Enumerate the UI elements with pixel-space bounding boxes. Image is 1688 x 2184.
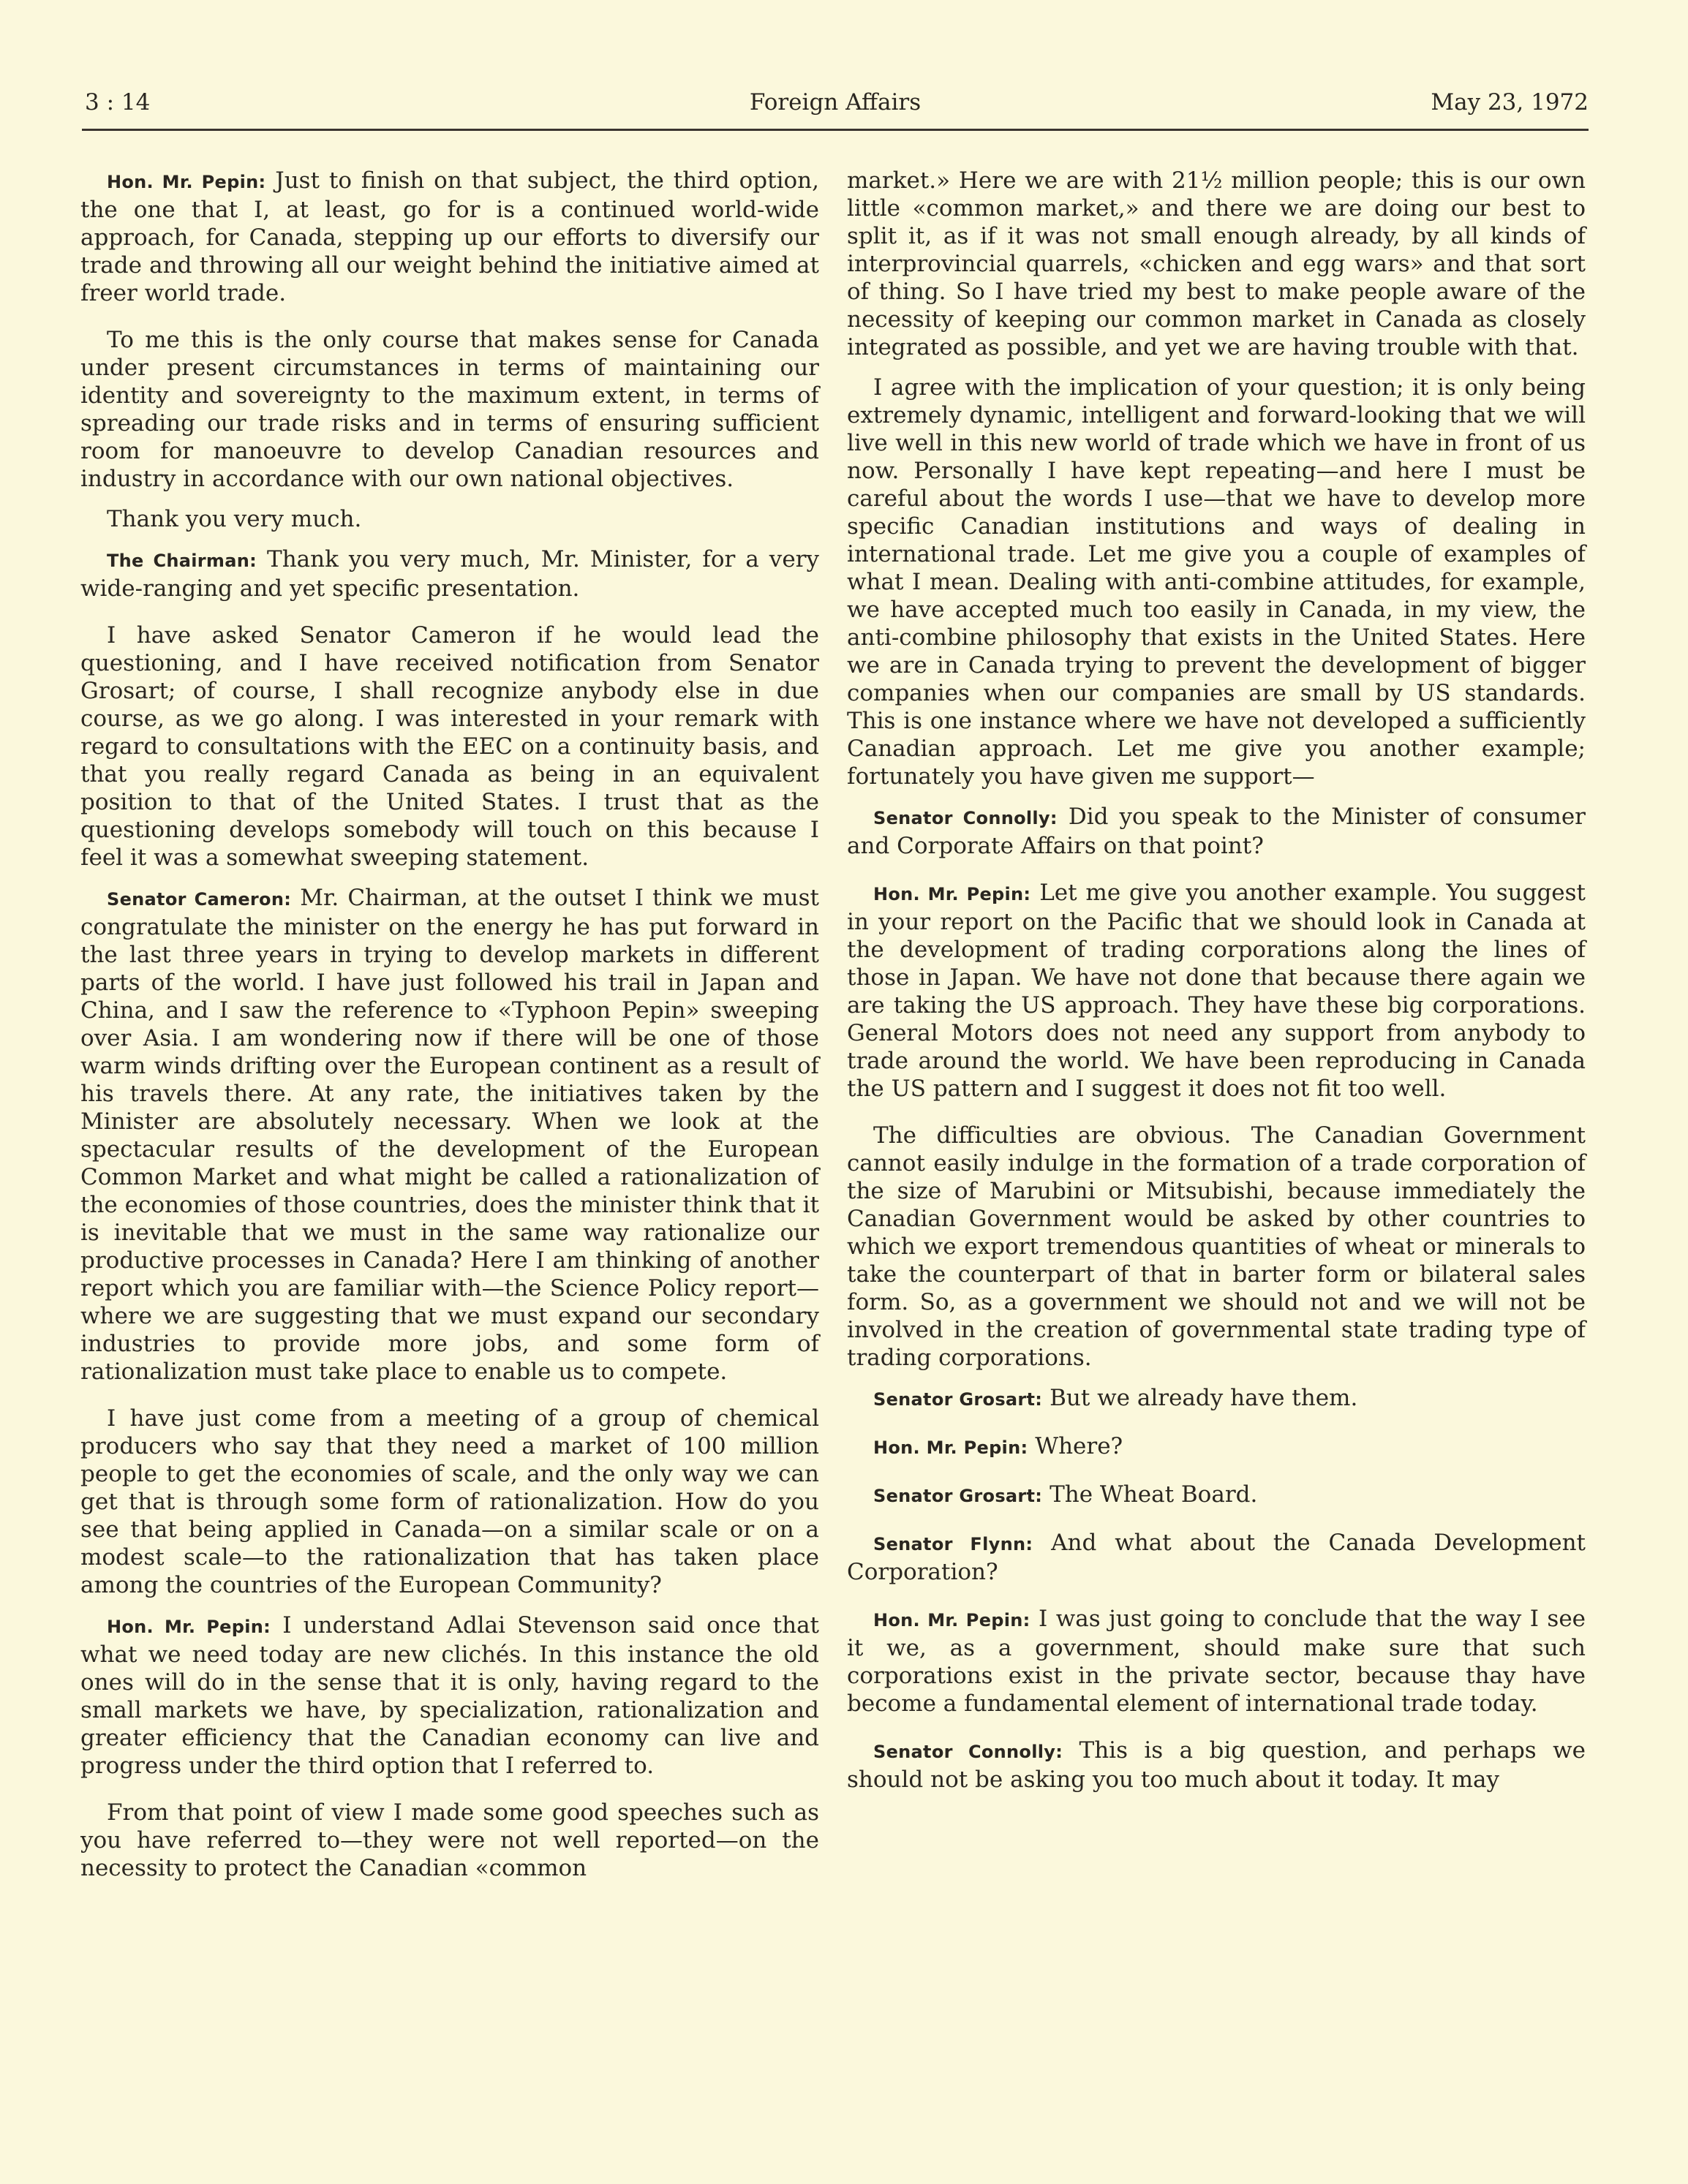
speaker-label: Senator Flynn: bbox=[873, 1534, 1033, 1554]
page-reference: 3 : 14 bbox=[85, 89, 151, 116]
paragraph-text: The difficulties are obvious. The Canadian Government cannot easily indulge in the formation of a trade corporation of the size of Marubini or Mitsubishi, because immediately the Canadian Government would be asked by other countries to which we export tremendous quantities of wheat or minerals to take the counterpart of that in barter form or bilateral sales form. So, as a government we should not and we will not be involved in the creation of governmental state trading type of trading corporations. bbox=[847, 1122, 1586, 1371]
transcript-paragraph bbox=[847, 1432, 1586, 1462]
transcript-paragraph bbox=[80, 621, 819, 872]
transcript-paragraph bbox=[847, 1737, 1586, 1794]
speaker-label: Senator Grosart: bbox=[873, 1486, 1043, 1506]
publication-title: Foreign Affairs bbox=[749, 89, 922, 116]
transcript-paragraph bbox=[847, 879, 1586, 1103]
paragraph-text: market.» Here we are with 21½ million people; this is our own little «common market,» and there we are doing our best to split it, as if it was not small enough already, by all kinds of interprovincial quarrels, «chicken and egg wars» and that sort of thing. So I have tried my best to make people aware of the necessity of keeping our common market in Canada as closely integrated as possible, and yet we are having trouble with that. bbox=[847, 167, 1586, 360]
transcript-paragraph bbox=[847, 1605, 1586, 1718]
paragraph-text: This is a big question, and perhaps we should not be asking you too much about it today. It may bbox=[847, 1737, 1586, 1793]
transcript-paragraph bbox=[80, 326, 819, 493]
paragraph-text: I agree with the implication of your question; it is only being extremely dynamic, intelligent and forward-looking that we will live well in this new world of trade which we have in front of us now. Personally I have kept repeating—and here I must be careful about the words I use—that we have to develop more specific Canadian institutions and ways of dealing in international trade. Let me give you a couple of examples of what I mean. Dealing with anti-combine attitudes, for example, we have accepted much too easily in Canada, in my view, the anti-combine philosophy that exists in the United States. Here we are in Canada trying to prevent the development of bigger companies when our companies are small by US standards. This is one instance where we have not developed a sufficiently Canadian approach. Let me give you another example; fortunately you have given me support— bbox=[847, 374, 1586, 790]
paragraph-text: But we already have them. bbox=[1050, 1385, 1358, 1411]
transcript-paragraph bbox=[847, 1384, 1586, 1413]
paragraph-text: From that point of view I made some good speeches such as you have referred to—they were not well reported—on the necessity to protect the Canadian «common bbox=[80, 1799, 819, 1881]
paragraph-text: Thank you very much, Mr. Minister, for a very wide-ranging and yet specific presentation. bbox=[80, 546, 819, 602]
speaker-label: Senator Grosart: bbox=[873, 1389, 1043, 1410]
right-column bbox=[847, 167, 1586, 1813]
paragraph-text: I was just going to conclude that the way I see it we, as a government, should make sure that such corporations exist in the private sector, because thay have become a fundamental element of international trade today. bbox=[847, 1606, 1586, 1717]
transcript-paragraph bbox=[847, 803, 1586, 860]
publication-date: May 23, 1972 bbox=[1431, 89, 1589, 116]
paragraph-text: To me this is the only course that makes sense for Canada under present circumstances in terms of maintaining our identity and sovereignty to the maximum extent, in terms of spreading our trade risks and in terms of ensuring sufficient room for manoeuvre to develop Canadian resources and industry in accordance with our own national objectives. bbox=[80, 327, 819, 492]
transcript-paragraph bbox=[847, 1481, 1586, 1510]
paragraph-text: And what about the Canada Development Corporation? bbox=[847, 1530, 1586, 1585]
transcript-paragraph bbox=[847, 1122, 1586, 1372]
paragraph-text: Did you speak to the Minister of consumer and Corporate Affairs on that point? bbox=[847, 804, 1586, 859]
speaker-label: Senator Connolly: bbox=[873, 1742, 1063, 1762]
transcript-paragraph bbox=[847, 167, 1586, 361]
transcript-paragraph bbox=[80, 884, 819, 1386]
transcript-paragraph bbox=[80, 1799, 819, 1882]
speaker-label: Hon. Mr. Pepin: bbox=[107, 1617, 271, 1637]
transcript-paragraph bbox=[80, 545, 819, 602]
speaker-label: The Chairman: bbox=[107, 551, 257, 571]
speaker-label: Senator Connolly: bbox=[873, 808, 1058, 828]
paragraph-text: The Wheat Board. bbox=[1050, 1481, 1258, 1508]
speaker-label: Hon. Mr. Pepin: bbox=[873, 884, 1031, 904]
paragraph-text: Where? bbox=[1035, 1433, 1123, 1459]
running-header bbox=[82, 86, 1589, 131]
speaker-label: Hon. Mr. Pepin: bbox=[107, 172, 266, 192]
paragraph-text: Mr. Chairman, at the outset I think we must congratulate the minister on the energy he has put forward in the last three years in trying to develop markets in different parts of the world. I have just followed his trail in Japan and China, and I saw the reference to «Typhoon Pepin» sweeping over Asia. I am wondering now if there will be one of those warm winds drifting over the European continent as a result of his travels there. At any rate, the initiatives taken by the Minister are absolutely necessary. When we look at the spectacular results of the development of the European Common Market and what might be called a rationalization of the economies of those countries, does the minister think that it is inevitable that we must in the same way rationalize our productive processes in Canada? Here I am thinking of another report which you are familiar with—the Science Policy report—where we are suggesting that we must expand our secondary industries to provide more jobs, and some form of rationalization must take place to enable us to compete. bbox=[80, 885, 819, 1385]
paragraph-text: I have asked Senator Cameron if he would lead the questioning, and I have received notification from Senator Grosart; of course, I shall recognize anybody else in due course, as we go along. I was interested in your remark with regard to consultations with the EEC on a continuity basis, and that you really regard Canada as being in an equivalent position to that of the United States. I trust that as the questioning develops somebody will touch on this because I feel it was a somewhat sweeping statement. bbox=[80, 622, 819, 871]
transcript-paragraph bbox=[80, 505, 819, 533]
paragraph-text: I have just come from a meeting of a group of chemical producers who say that they need a market of 100 million people to get the economies of scale, and the only way we can get that is through some form of rationalization. How do you see that being applied in Canada—on a similar scale or on a modest scale—to the rationalization that has taken place among the countries of the European Community? bbox=[80, 1405, 819, 1598]
transcript-paragraph bbox=[847, 1529, 1586, 1586]
left-column bbox=[80, 167, 819, 1894]
transcript-paragraph bbox=[80, 1611, 819, 1780]
paragraph-text: Just to finish on that subject, the third option, the one that I, at least, go for is a continued world-wide approach, for Canada, stepping up our efforts to diversify our trade and throwing all our weight behind the initiative aimed at freer world trade. bbox=[80, 167, 819, 306]
transcript-paragraph bbox=[80, 167, 819, 307]
paragraph-text: Let me give you another example. You suggest in your report on the Pacific that we should look in Canada at the development of trading corporations along the lines of those in Japan. We have not done that because there again we are taking the US approach. They have these big corporations. General Motors does not need any support from anybody to trade around the world. We have been reproducing in Canada the US pattern and I suggest it does not fit too well. bbox=[847, 880, 1586, 1102]
speaker-label: Senator Cameron: bbox=[107, 889, 292, 910]
transcript-paragraph bbox=[80, 1405, 819, 1599]
transcript-paragraph bbox=[847, 374, 1586, 790]
speaker-label: Hon. Mr. Pepin: bbox=[873, 1437, 1028, 1458]
speaker-label: Hon. Mr. Pepin: bbox=[873, 1610, 1030, 1631]
paragraph-text: Thank you very much. bbox=[107, 506, 362, 532]
paragraph-text: I understand Adlai Stevenson said once that what we need today are new clichés. In this instance the old ones will do in the sense that it is only, having regard to the small markets we have, by specialization, rationalization and greater efficiency that the Canadian economy can live and progress under the third option that I referred to. bbox=[80, 1612, 820, 1779]
